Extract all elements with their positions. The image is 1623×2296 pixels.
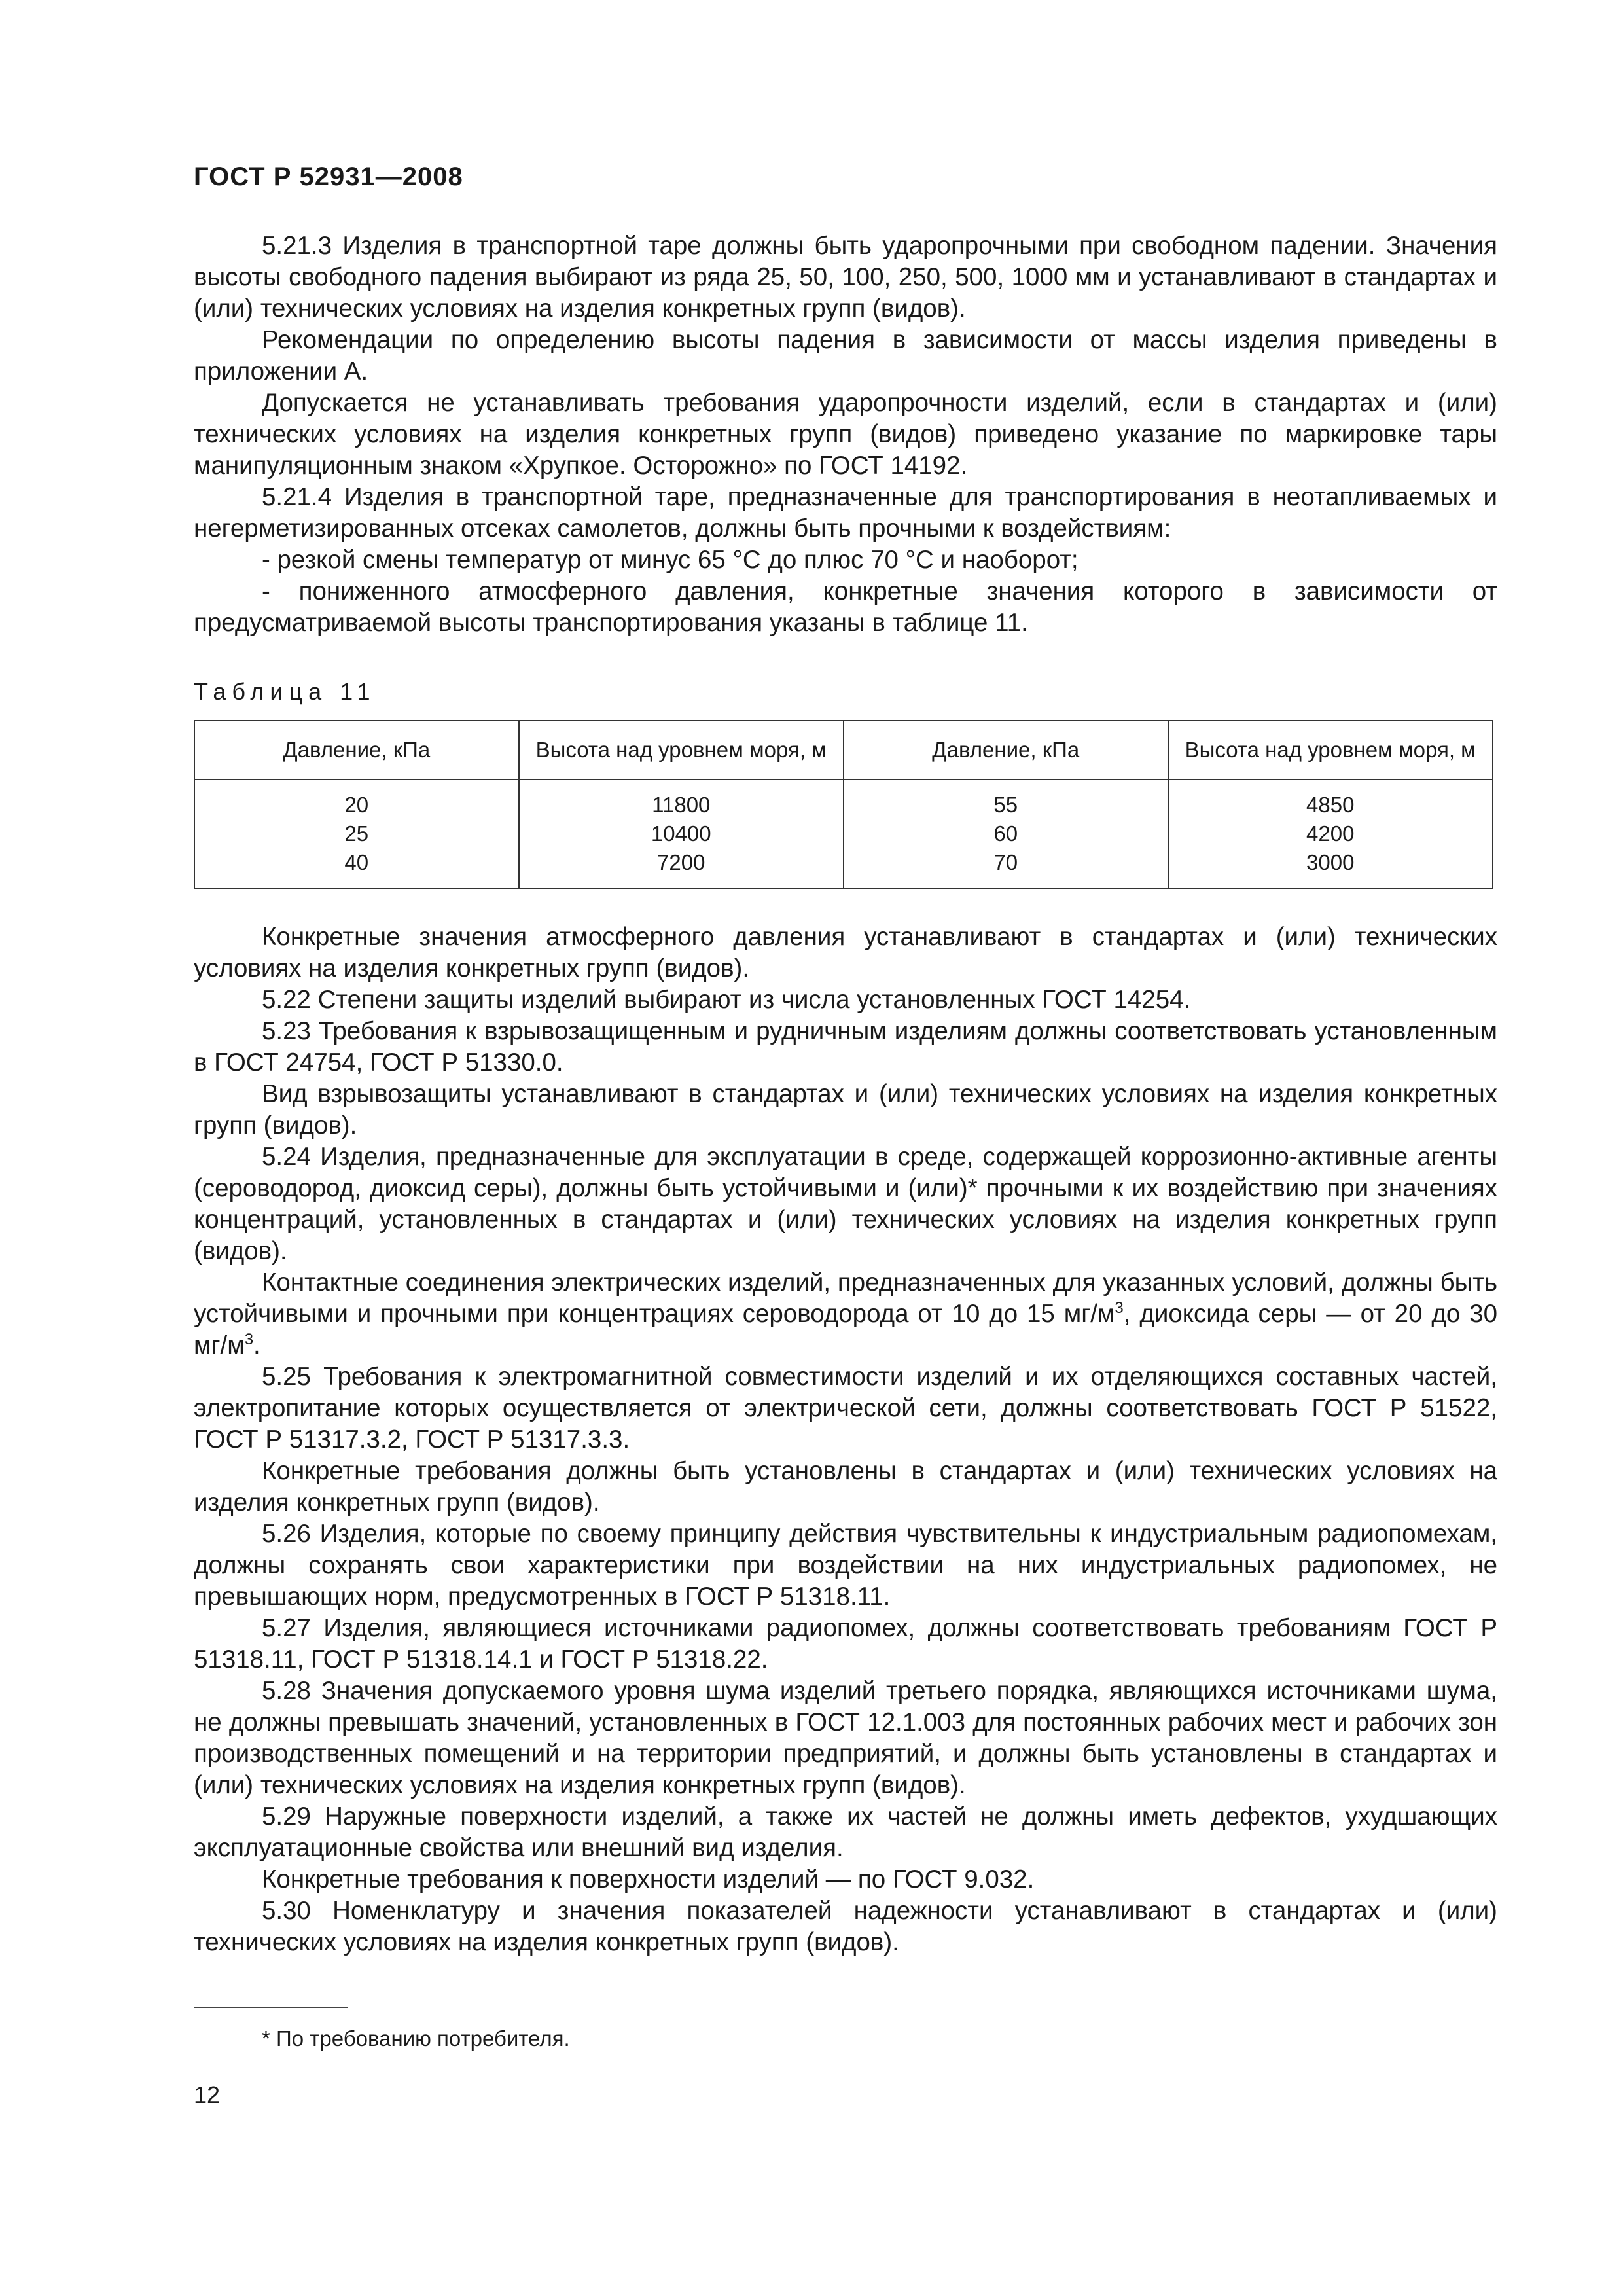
table-caption: Таблица 11	[194, 678, 376, 705]
contact-text-3: .	[253, 1331, 260, 1359]
paragraph-surface-requirements: Конкретные требования к поверхности изделий — по ГОСТ 9.032.	[262, 1865, 1035, 1893]
paragraph-5-30: 5.30 Номенклатуру и значения показателей надежности устанавливают в стандартах и (или) технических условиях на изделия конкретных групп (видов).	[194, 1897, 1497, 1956]
document-header: ГОСТ Р 52931—2008	[194, 162, 463, 191]
table-row	[194, 780, 1493, 819]
pressure-altitude-table	[194, 720, 1493, 889]
paragraph-5-25: 5.25 Требования к электромагнитной совместимости изделий и их отделяющихся составных частей, электропитание которых осуществляется от электрической сети, должны соответствовать ГОСТ Р 51522, ГОСТ Р 51317.3.2, ГОСТ Р 51317.3.3.	[194, 1363, 1497, 1454]
text-block-bottom	[194, 922, 1497, 1958]
paragraph-allowed: Допускается не устанавливать требования ударопрочности изделий, если в стандартах и (или) технических условиях на изделия конкретных групп (видов) приведено указание по маркировке тары манипуляционным знаком «Хрупкое. Осторожно» по ГОСТ 14192.	[194, 389, 1497, 480]
table-cell: 3000	[1168, 848, 1493, 888]
paragraph-5-23: 5.23 Требования к взрывозащищенным и рудничным изделиям должны соответствовать установленным в ГОСТ 24754, ГОСТ Р 51330.0.	[194, 1017, 1497, 1077]
header-altitude-1: Высота над уровнем моря, м	[519, 721, 844, 780]
footnote: * По требованию потребителя.	[262, 2026, 570, 2051]
list-item-temperature: - резкой смены температур от минус 65 °С до плюс 70 °С и наоборот;	[262, 546, 1079, 574]
page-number: 12	[194, 2081, 221, 2108]
list-item-pressure: - пониженного атмосферного давления, конкретные значения которого в зависимости от предусматриваемой высоты транспортирования указаны в таблице 11.	[194, 577, 1497, 637]
text-block-top	[194, 230, 1497, 639]
header-altitude-2: Высота над уровнем моря, м	[1168, 721, 1493, 780]
paragraph-explosion-protection: Вид взрывозащиты устанавливают в стандартах и (или) технических условиях на изделия конкретных групп (видов).	[194, 1080, 1497, 1139]
paragraph-5-29: 5.29 Наружные поверхности изделий, а также их частей не должны иметь дефектов, ухудшающих эксплуатационные свойства или внешний вид изделия.	[194, 1803, 1497, 1862]
table-cell: 70	[844, 848, 1168, 888]
table-header-row	[194, 721, 1493, 780]
paragraph-5-21-3: 5.21.3 Изделия в транспортной таре должны быть ударопрочными при свободном падении. Значения высоты свободного падения выбирают из ряда 25, 50, 100, 250, 500, 1000 мм и устанавливают в стандартах и (или) технических условиях на изделия конкретных групп (видов).	[194, 232, 1497, 323]
table-row	[194, 848, 1493, 888]
paragraph-specific-requirements: Конкретные требования должны быть установлены в стандартах и (или) технических условиях на изделия конкретных групп (видов).	[194, 1457, 1497, 1516]
paragraph-pressure-values: Конкретные значения атмосферного давления устанавливают в стандартах и (или) технических условиях на изделия конкретных групп (видов).	[194, 923, 1497, 982]
paragraph-5-27: 5.27 Изделия, являющиеся источниками радиопомех, должны соответствовать требованиям ГОСТ Р 51318.11, ГОСТ Р 51318.14.1 и ГОСТ Р 51318.22.	[194, 1614, 1497, 1674]
paragraph-recommendations: Рекомендации по определению высоты падения в зависимости от массы изделия приведены в приложении А.	[194, 326, 1497, 386]
table-cell: 10400	[519, 819, 844, 848]
paragraph-5-21-4: 5.21.4 Изделия в транспортной таре, предназначенные для транспортирования в неотапливаемых и негерметизированных отсеках самолетов, должны быть прочными к воздействиям:	[194, 483, 1497, 543]
table-cell: 4850	[1168, 780, 1493, 819]
table-cell: 4200	[1168, 819, 1493, 848]
superscript-3: 3	[1115, 1299, 1124, 1318]
contact-text-1: Контактные соединения электрических изделий, предназначенных для указанных условий, должны быть устойчивыми и прочными при концентрациях сероводорода от 10 до 15 мг/м	[194, 1268, 1497, 1328]
table-cell: 40	[194, 848, 519, 888]
footnote-divider	[194, 2007, 348, 2008]
header-pressure-1: Давление, кПа	[194, 721, 519, 780]
table-cell: 20	[194, 780, 519, 819]
paragraph-contact-connections	[194, 1267, 1497, 1361]
paragraph-5-22: 5.22 Степени защиты изделий выбирают из числа установленных ГОСТ 14254.	[262, 986, 1191, 1014]
contact-text-2: , диоксида серы — от 20 до 30 мг/м	[194, 1300, 1497, 1359]
table-cell: 60	[844, 819, 1168, 848]
paragraph-5-28: 5.28 Значения допускаемого уровня шума изделий третьего порядка, являющихся источниками шума, не должны превышать значений, установленных в ГОСТ 12.1.003 для постоянных рабочих мест и рабочих зон производственных помещений и на территории предприятий, и должны быть установлены в стандартах и (или) технических условиях на изделия конкретных групп (видов).	[194, 1677, 1497, 1799]
table-row	[194, 819, 1493, 848]
table-cell: 11800	[519, 780, 844, 819]
paragraph-5-24: 5.24 Изделия, предназначенные для эксплуатации в среде, содержащей коррозионно-активные агенты (сероводород, диоксид серы), должны быть устойчивыми и (или)* прочными к их воздействию при значениях концентраций, установленных в стандартах и (или) технических условиях на изделия конкретных групп (видов).	[194, 1143, 1497, 1265]
header-pressure-2: Давление, кПа	[844, 721, 1168, 780]
table-cell: 7200	[519, 848, 844, 888]
paragraph-5-26: 5.26 Изделия, которые по своему принципу действия чувствительны к индустриальным радиопомехам, должны сохранять свои характеристики при воздействии на них индустриальных радиопомех, не превышающих норм, предусмотренных в ГОСТ Р 51318.11.	[194, 1520, 1497, 1611]
superscript-3: 3	[244, 1331, 254, 1349]
table-cell: 25	[194, 819, 519, 848]
table-cell: 55	[844, 780, 1168, 819]
